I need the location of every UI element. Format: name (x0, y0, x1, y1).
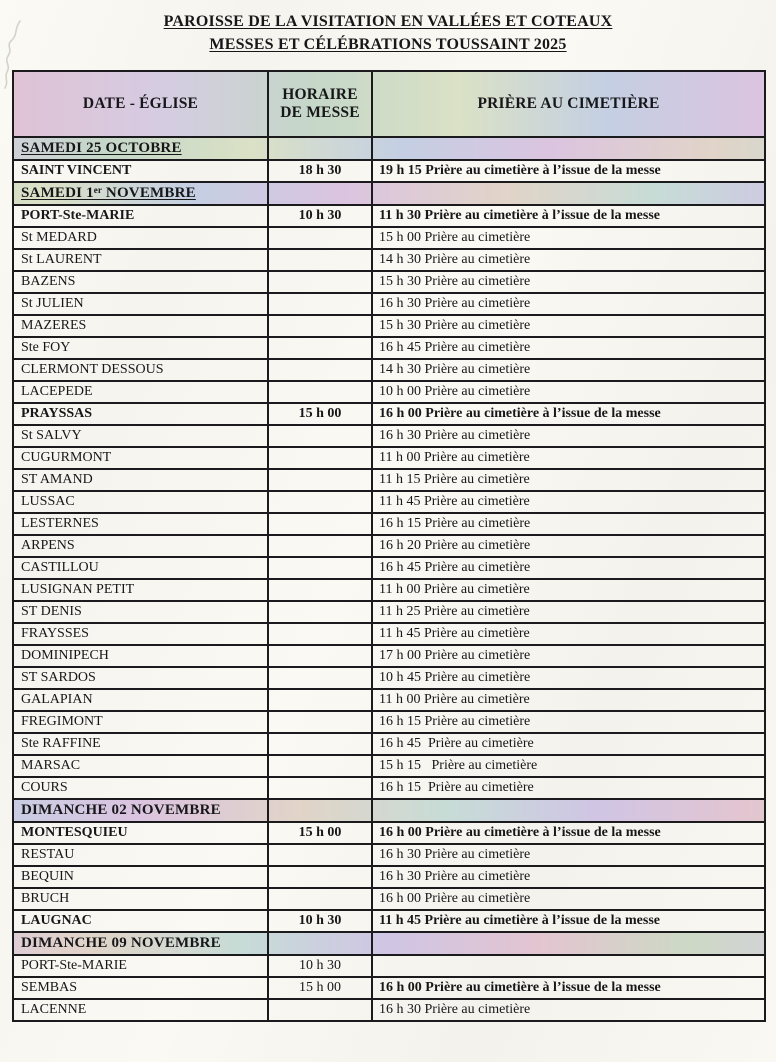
time-cell (268, 249, 372, 271)
time-cell (268, 293, 372, 315)
church-cell: FREGIMONT (13, 711, 268, 733)
mass-row (13, 689, 765, 711)
time-cell (268, 271, 372, 293)
handwritten-mark (0, 15, 28, 93)
section-label-cell (13, 137, 268, 160)
section-label-cell (13, 932, 268, 955)
time-cell (268, 623, 372, 645)
mass-row (13, 733, 765, 755)
prayer-cell: 16 h 00 Prière au cimetière à l’issue de la messe (372, 977, 765, 999)
church-cell: PRAYSSAS (13, 403, 268, 425)
time-cell (268, 381, 372, 403)
section-label: SAMEDI 25 OCTOBRE (21, 140, 182, 157)
church-cell: SEMBAS (13, 977, 268, 999)
prayer-cell: 16 h 45 Prière au cimetière (372, 337, 765, 359)
mass-row (13, 977, 765, 999)
mass-row (13, 888, 765, 910)
prayer-cell: 16 h 00 Prière au cimetière à l’issue de la messe (372, 822, 765, 844)
section-row (13, 932, 765, 955)
section-prayer-cell (372, 137, 765, 160)
mass-row (13, 667, 765, 689)
mass-row (13, 711, 765, 733)
prayer-cell: 11 h 00 Prière au cimetière (372, 689, 765, 711)
time-cell (268, 227, 372, 249)
mass-row (13, 447, 765, 469)
time-cell (268, 315, 372, 337)
mass-row (13, 271, 765, 293)
time-cell (268, 667, 372, 689)
church-cell: St LAURENT (13, 249, 268, 271)
prayer-cell: 16 h 15 Prière au cimetière (372, 777, 765, 799)
church-cell: PORT-Ste-MARIE (13, 205, 268, 227)
mass-row (13, 293, 765, 315)
prayer-cell: 14 h 30 Prière au cimetière (372, 249, 765, 271)
time-cell (268, 337, 372, 359)
section-label: DIMANCHE 09 NOVEMBRE (21, 935, 221, 952)
mass-row (13, 315, 765, 337)
title-line-1: PAROISSE DE LA VISITATION EN VALLÉES ET COTEAUX (163, 13, 613, 30)
mass-row (13, 601, 765, 623)
section-time-cell (268, 932, 372, 955)
prayer-cell: 16 h 30 Prière au cimetière (372, 293, 765, 315)
mass-row (13, 999, 765, 1021)
church-cell: LACENNE (13, 999, 268, 1021)
time-cell: 10 h 30 (268, 955, 372, 977)
section-time-cell (268, 799, 372, 822)
church-cell: BAZENS (13, 271, 268, 293)
prayer-cell: 15 h 30 Prière au cimetière (372, 271, 765, 293)
church-cell: LUSSAC (13, 491, 268, 513)
church-cell: LAUGNAC (13, 910, 268, 932)
church-cell: BEQUIN (13, 866, 268, 888)
prayer-cell: 16 h 00 Prière au cimetière à l’issue de la messe (372, 403, 765, 425)
title-line-2: MESSES ET CÉLÉBRATIONS TOUSSAINT 2025 (209, 35, 567, 53)
mass-row (13, 160, 765, 182)
mass-row (13, 866, 765, 888)
schedule-body (13, 137, 765, 1021)
church-cell: MONTESQUIEU (13, 822, 268, 844)
mass-row (13, 425, 765, 447)
time-cell (268, 888, 372, 910)
time-cell (268, 844, 372, 866)
time-cell (268, 513, 372, 535)
time-cell (268, 866, 372, 888)
church-cell: ST SARDOS (13, 667, 268, 689)
church-cell: RESTAU (13, 844, 268, 866)
prayer-cell: 14 h 30 Prière au cimetière (372, 359, 765, 381)
section-row (13, 799, 765, 822)
church-cell: CASTILLOU (13, 557, 268, 579)
header-horaire-de-messe: HORAIRE DE MESSE (268, 71, 372, 137)
church-cell: LACEPEDE (13, 381, 268, 403)
time-cell (268, 689, 372, 711)
church-cell: ST DENIS (13, 601, 268, 623)
prayer-cell: 11 h 00 Prière au cimetière (372, 579, 765, 601)
prayer-cell: 16 h 30 Prière au cimetière (372, 425, 765, 447)
prayer-cell: 16 h 45 Prière au cimetière (372, 557, 765, 579)
time-cell (268, 557, 372, 579)
church-cell: CLERMONT DESSOUS (13, 359, 268, 381)
church-cell: MARSAC (13, 755, 268, 777)
time-cell: 10 h 30 (268, 205, 372, 227)
time-cell: 18 h 30 (268, 160, 372, 182)
time-cell: 15 h 00 (268, 822, 372, 844)
time-cell (268, 711, 372, 733)
prayer-cell: 10 h 45 Prière au cimetière (372, 667, 765, 689)
time-cell (268, 491, 372, 513)
church-cell: GALAPIAN (13, 689, 268, 711)
header-priere-au-cimetiere: PRIÈRE AU CIMETIÈRE (372, 71, 765, 137)
mass-row (13, 205, 765, 227)
time-cell (268, 999, 372, 1021)
time-cell (268, 535, 372, 557)
prayer-cell: 19 h 15 Prière au cimetière à l’issue de la messe (372, 160, 765, 182)
mass-row (13, 381, 765, 403)
church-cell: COURS (13, 777, 268, 799)
church-cell: St SALVY (13, 425, 268, 447)
church-cell: ARPENS (13, 535, 268, 557)
section-label-cell (13, 182, 268, 205)
section-label: SAMEDI 1ᵉʳ NOVEMBRE (21, 185, 196, 202)
schedule-table (12, 70, 766, 1022)
prayer-cell: 16 h 30 Prière au cimetière (372, 999, 765, 1021)
mass-row (13, 491, 765, 513)
mass-row (13, 535, 765, 557)
prayer-cell: 11 h 15 Prière au cimetière (372, 469, 765, 491)
time-cell (268, 579, 372, 601)
section-prayer-cell (372, 799, 765, 822)
time-cell (268, 469, 372, 491)
time-cell (268, 645, 372, 667)
section-time-cell (268, 182, 372, 205)
section-time-cell (268, 137, 372, 160)
church-cell: PORT-Ste-MARIE (13, 955, 268, 977)
prayer-cell: 16 h 20 Prière au cimetière (372, 535, 765, 557)
prayer-cell: 15 h 00 Prière au cimetière (372, 227, 765, 249)
prayer-cell: 16 h 30 Prière au cimetière (372, 866, 765, 888)
church-cell: LESTERNES (13, 513, 268, 535)
prayer-cell: 16 h 15 Prière au cimetière (372, 711, 765, 733)
time-cell (268, 755, 372, 777)
prayer-cell: 16 h 45 Prière au cimetière (372, 733, 765, 755)
church-cell: MAZERES (13, 315, 268, 337)
mass-row (13, 955, 765, 977)
mass-row (13, 777, 765, 799)
prayer-cell: 11 h 25 Prière au cimetière (372, 601, 765, 623)
church-cell: Ste FOY (13, 337, 268, 359)
table-header-row (13, 71, 765, 137)
mass-row (13, 844, 765, 866)
time-cell (268, 733, 372, 755)
mass-row (13, 822, 765, 844)
church-cell: DOMINIPECH (13, 645, 268, 667)
church-cell: BRUCH (13, 888, 268, 910)
mass-row (13, 557, 765, 579)
time-cell (268, 447, 372, 469)
church-cell: ST AMAND (13, 469, 268, 491)
mass-row (13, 249, 765, 271)
church-cell: SAINT VINCENT (13, 160, 268, 182)
time-cell (268, 601, 372, 623)
mass-row (13, 755, 765, 777)
section-row (13, 137, 765, 160)
church-cell: FRAYSSES (13, 623, 268, 645)
prayer-cell: 17 h 00 Prière au cimetière (372, 645, 765, 667)
mass-row (13, 910, 765, 932)
church-cell: LUSIGNAN PETIT (13, 579, 268, 601)
mass-row (13, 359, 765, 381)
prayer-cell: 15 h 30 Prière au cimetière (372, 315, 765, 337)
section-prayer-cell (372, 182, 765, 205)
section-label: DIMANCHE 02 NOVEMBRE (21, 802, 221, 819)
prayer-cell: 16 h 15 Prière au cimetière (372, 513, 765, 535)
section-label-cell (13, 799, 268, 822)
time-cell (268, 425, 372, 447)
church-cell: Ste RAFFINE (13, 733, 268, 755)
section-row (13, 182, 765, 205)
church-cell: St MEDARD (13, 227, 268, 249)
section-prayer-cell (372, 932, 765, 955)
prayer-cell: 15 h 15 Prière au cimetière (372, 755, 765, 777)
prayer-cell: 11 h 45 Prière au cimetière à l’issue de la messe (372, 910, 765, 932)
prayer-cell: 11 h 45 Prière au cimetière (372, 623, 765, 645)
mass-row (13, 513, 765, 535)
mass-row (13, 623, 765, 645)
time-cell: 15 h 00 (268, 403, 372, 425)
mass-row (13, 645, 765, 667)
time-cell: 10 h 30 (268, 910, 372, 932)
prayer-cell: 16 h 00 Prière au cimetière (372, 888, 765, 910)
mass-row (13, 403, 765, 425)
mass-row (13, 337, 765, 359)
prayer-cell: 10 h 00 Prière au cimetière (372, 381, 765, 403)
time-cell: 15 h 00 (268, 977, 372, 999)
mass-row (13, 227, 765, 249)
time-cell (268, 359, 372, 381)
mass-row (13, 469, 765, 491)
church-cell: St JULIEN (13, 293, 268, 315)
prayer-cell: 11 h 45 Prière au cimetière (372, 491, 765, 513)
header-date-eglise: DATE - ÉGLISE (13, 71, 268, 137)
time-cell (268, 777, 372, 799)
prayer-cell: 11 h 00 Prière au cimetière (372, 447, 765, 469)
mass-row (13, 579, 765, 601)
prayer-cell: 11 h 30 Prière au cimetière à l’issue de la messe (372, 205, 765, 227)
prayer-cell: 16 h 30 Prière au cimetière (372, 844, 765, 866)
church-cell: CUGURMONT (13, 447, 268, 469)
document-title (0, 11, 776, 56)
prayer-cell (372, 955, 765, 977)
